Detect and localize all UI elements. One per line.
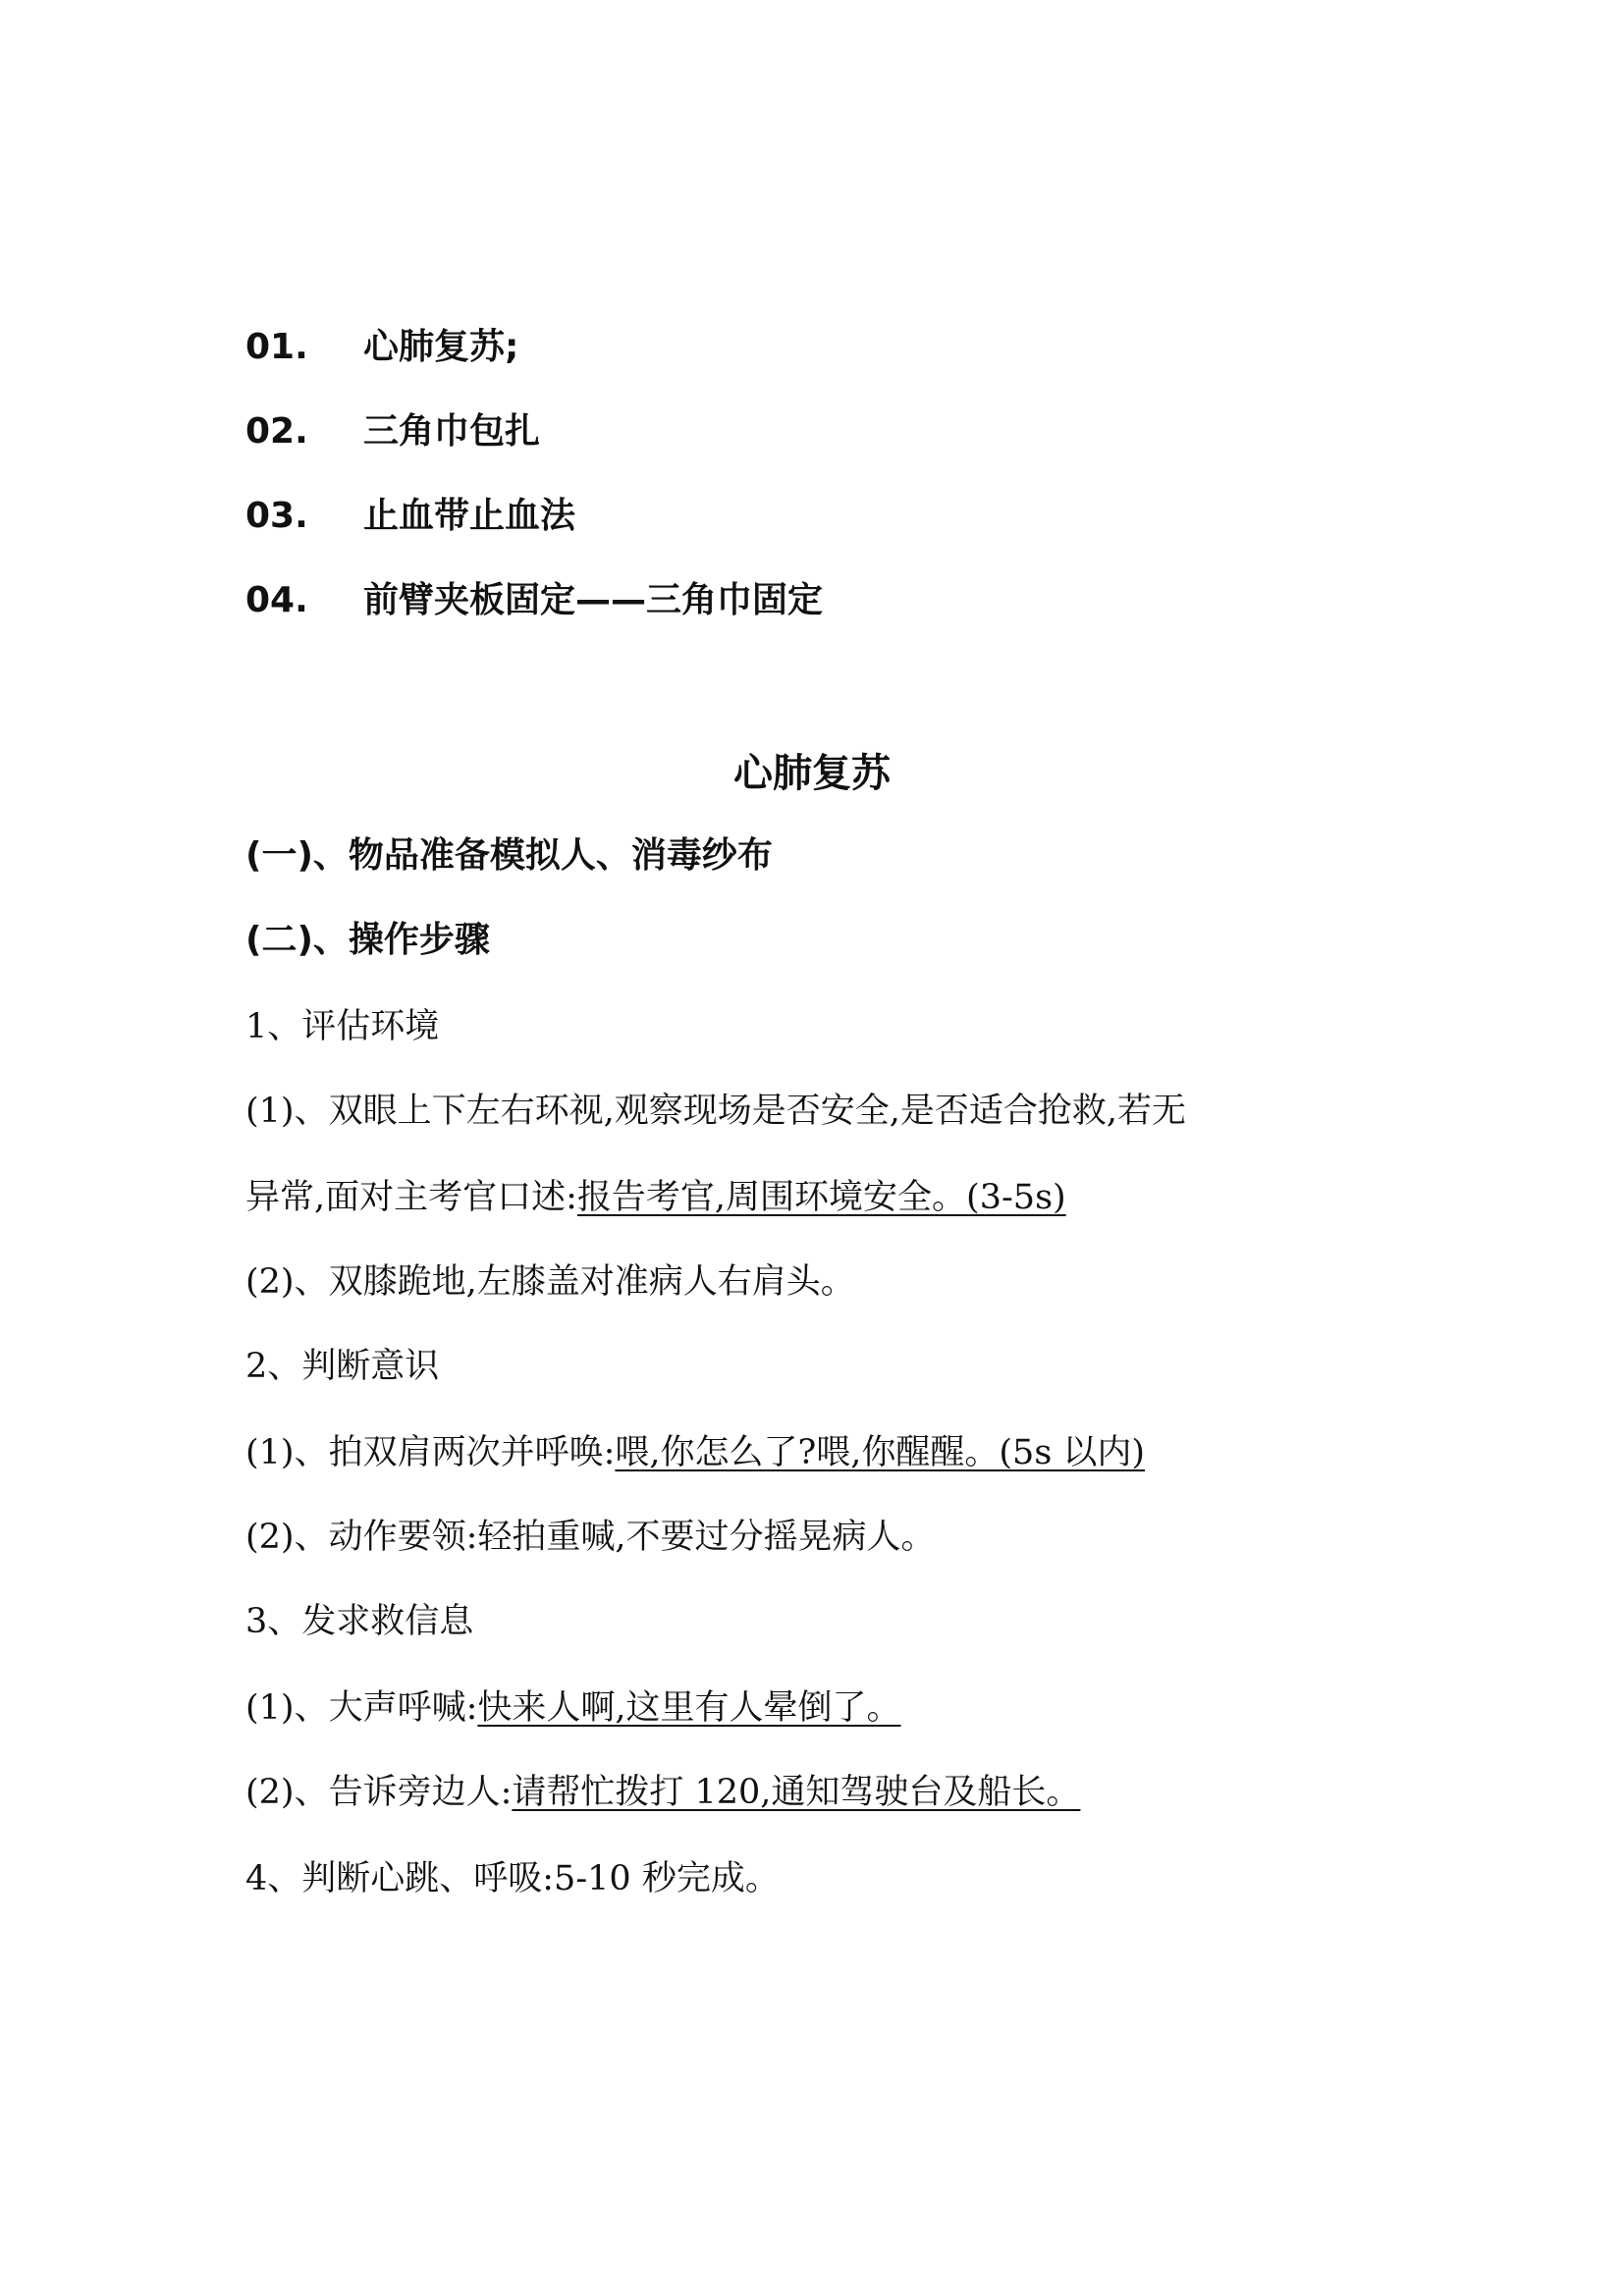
section-heading-steps: (二)、操作步骤	[245, 920, 490, 960]
toc-text: 心肺复苏;	[363, 327, 519, 367]
step-2-title: 2、判断意识	[245, 1347, 440, 1386]
step-1-para-1-prefix: 异常,面对主考官口述:	[245, 1178, 577, 1217]
step-2-para-1	[245, 1429, 1145, 1476]
toc-item-1	[245, 324, 518, 371]
toc-text: 三角巾包扎	[363, 411, 541, 452]
step-3-para-2-prefix: (2)、告诉旁边人:	[245, 1773, 513, 1812]
step-3-para-2-quote: 请帮忙拨打 120,通知驾驶台及船长。	[512, 1773, 1081, 1812]
toc-number: 02.	[245, 411, 308, 452]
step-3-para-1-quote: 快来人啊,这里有人晕倒了。	[477, 1688, 901, 1728]
step-1-para-1-line-1: (1)、双眼上下左右环视,观察现场是否安全,是否适合抢救,若无	[245, 1092, 1186, 1131]
toc-item-4	[245, 577, 823, 624]
toc-text: 止血带止血法	[363, 496, 576, 536]
toc-item-2	[245, 408, 540, 455]
toc-item-3	[245, 493, 575, 540]
step-1-para-2: (2)、双膝跪地,左膝盖对准病人右肩头。	[245, 1262, 855, 1302]
step-3-para-1	[245, 1684, 901, 1732]
step-1-para-1-quote: 报告考官,周围环境安全。(3-5s)	[576, 1178, 1066, 1217]
step-2-para-1-quote: 喂,你怎么了?喂,你醒醒。(5s 以内)	[615, 1433, 1146, 1472]
section-heading-materials: (一)、物品准备模拟人、消毒纱布	[245, 835, 773, 876]
step-4-title: 4、判断心跳、呼吸:5-10 秒完成。	[245, 1859, 780, 1898]
step-3-title: 3、发求救信息	[245, 1602, 474, 1641]
step-2-para-1-prefix: (1)、拍双肩两次并呼唤:	[245, 1433, 616, 1472]
toc-number: 03.	[245, 496, 308, 536]
toc-number: 01.	[245, 327, 308, 367]
step-3-para-2	[245, 1769, 1080, 1816]
toc-text: 前臂夹板固定——三角巾固定	[363, 580, 824, 620]
step-1-title: 1、评估环境	[245, 1007, 440, 1046]
step-3-para-1-prefix: (1)、大声呼喊:	[245, 1688, 478, 1728]
step-2-para-2: (2)、动作要领:轻拍重喊,不要过分摇晃病人。	[245, 1518, 936, 1557]
step-1-para-1-line-2	[245, 1174, 1066, 1221]
section-title: 心肺复苏	[733, 751, 891, 796]
toc-number: 04.	[245, 580, 308, 620]
